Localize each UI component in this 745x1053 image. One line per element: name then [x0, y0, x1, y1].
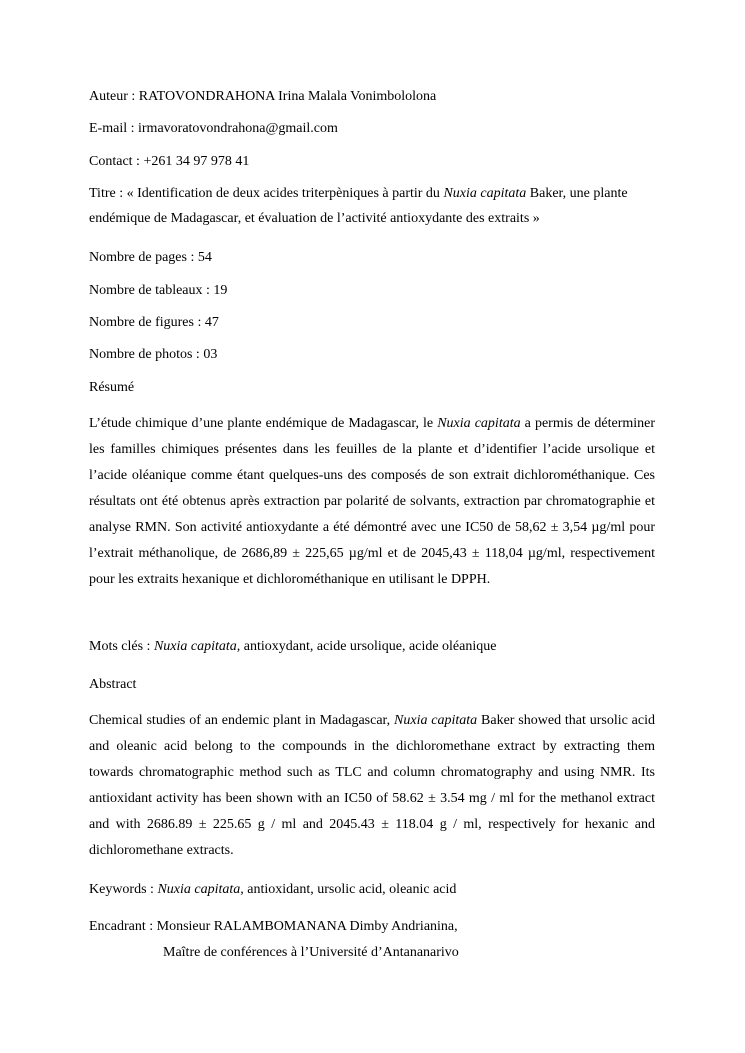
title-text-start: « Identification de deux acides triterpèniques à partir du: [126, 186, 440, 201]
mots-cles-label: Mots clés :: [89, 639, 151, 654]
mots-cles-rest: antioxydant, acide ursolique, acide oléanique: [243, 639, 497, 654]
contact-value: +261 34 97 978 41: [143, 154, 250, 169]
mots-cles-species: Nuxia capitata,: [153, 639, 241, 654]
resume-paragraph: [89, 411, 655, 593]
keywords-label: Keywords :: [89, 882, 154, 897]
table-count: Nombre de tableaux : 19: [89, 283, 228, 298]
resume-text-start: L’étude chimique d’une plante endémique de Madagascar, le: [89, 416, 434, 431]
title-label: Titre :: [89, 186, 124, 201]
author-label: Auteur :: [89, 89, 136, 104]
abstract-text-start: Chemical studies of an endemic plant in Madagascar,: [89, 713, 391, 728]
contact-line: [89, 153, 249, 171]
email-label: E-mail :: [89, 121, 135, 136]
figure-count: Nombre de figures : 47: [89, 315, 219, 330]
title-paragraph: [89, 181, 655, 231]
keywords-rest: , antioxidant, ursolic acid, oleanic acid: [240, 882, 457, 897]
title-text-end: Baker, une plante endémique de Madagascar, et évaluation de l’activité antioxydante des extraits »: [89, 186, 628, 226]
page-count: Nombre de pages : 54: [89, 250, 212, 265]
keywords-line: [89, 881, 456, 899]
supervisor-line: [89, 918, 458, 936]
abstract-species: Nuxia capitata: [394, 713, 478, 728]
email-value: irmavoratovondrahona@gmail.com: [138, 121, 338, 136]
contact-label: Contact :: [89, 154, 140, 169]
mots-cles-line: [89, 638, 496, 656]
abstract-text-end: Baker showed that ursolic acid and oleanic acid belong to the compounds in the dichloromethane extract by extracting them towards chromatographic method such as TLC and column chromatography and using NMR. Its antioxidant activity has been shown with an IC50 of 58.62 ± 3.54 mg / ml for the methanol extract and with 2686.89 ± 225.65 g / ml and 2045.43 ± 118.04 g / ml, respectively for hexanic and dichloromethane extracts.: [89, 713, 656, 858]
resume-text-end: a permis de déterminer les familles chimiques présentes dans les feuilles de la plante et d’identifier l’acide ursolique et l’acide oléanique comme étant quelques-uns des composés de son extrait dichlorométhanique. Ces résultats ont été obtenus après extraction par polarité de solvants, extraction par chromatographie et analyse RMN. Son activité antioxydante a été démontré avec une IC50 de 58,62 ± 3,54 µg/ml pour l’extrait méthanolique, de 2686,89 ± 225,65 µg/ml et de 2045,43 ± 118,04 µg/ml, respectivement pour les extraits hexanique et dichlorométhanique en utilisant le DPPH.: [89, 416, 656, 587]
email-line: [89, 120, 338, 138]
supervisor-name: Monsieur RALAMBOMANANA Dimby Andrianina,: [156, 919, 458, 934]
keywords-species: Nuxia capitata: [157, 882, 241, 897]
abstract-paragraph: [89, 708, 655, 864]
title-species: Nuxia capitata: [443, 186, 527, 201]
author-line: [89, 88, 436, 106]
abstract-heading: Abstract: [89, 677, 137, 692]
author-name: RATOVONDRAHONA Irina Malala Vonimbololona: [138, 89, 437, 104]
supervisor-label: Encadrant :: [89, 919, 154, 934]
supervisor-title: Maître de conférences à l’Université d’Antananarivo: [163, 945, 459, 960]
resume-heading: Résumé: [89, 380, 135, 395]
photo-count: Nombre de photos : 03: [89, 347, 218, 362]
resume-species: Nuxia capitata: [437, 416, 521, 431]
